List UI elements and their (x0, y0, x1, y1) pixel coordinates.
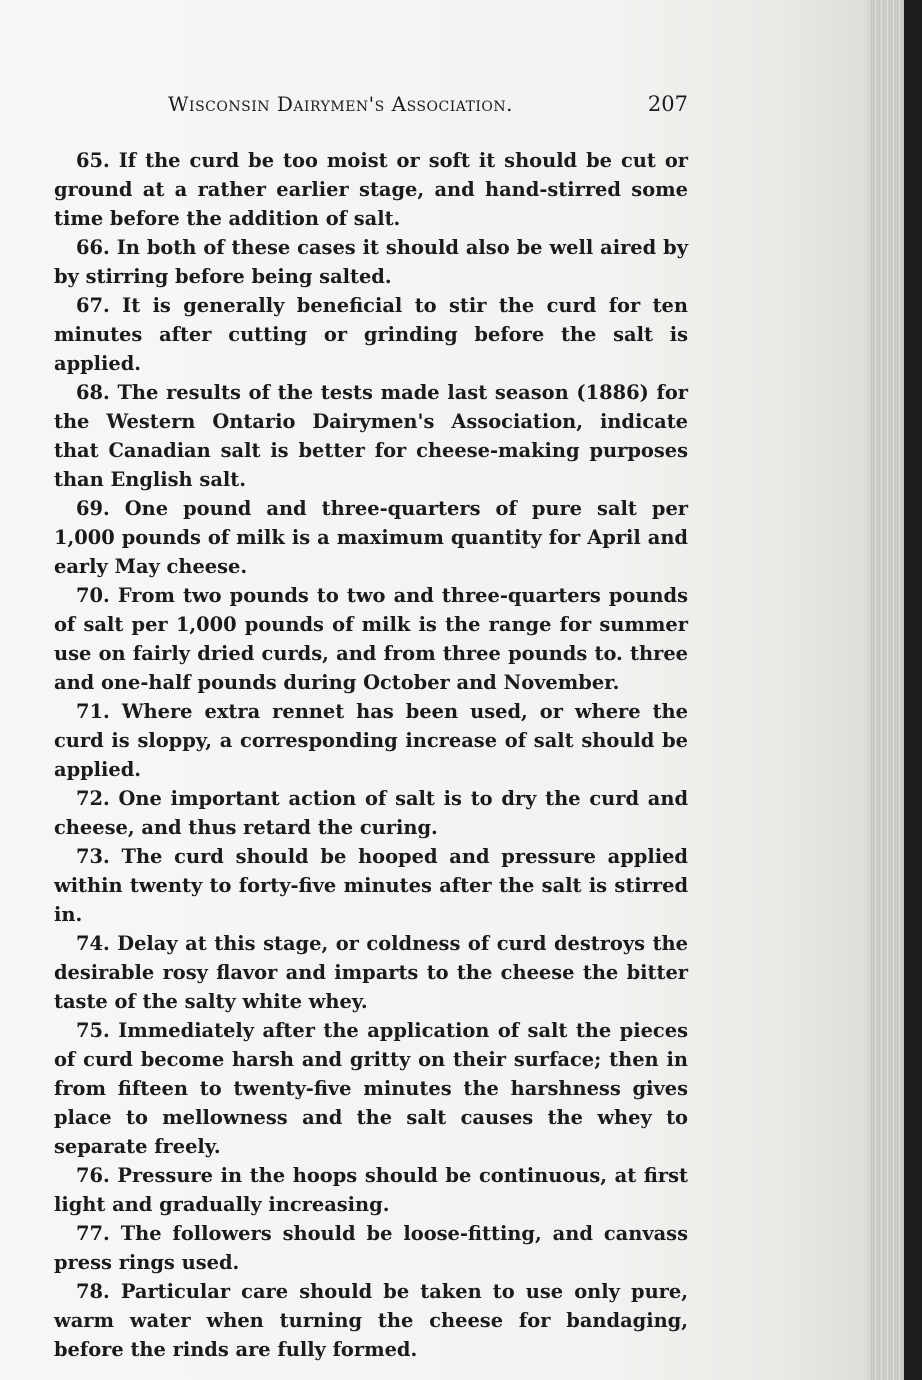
paragraph-72: 72. One important action of salt is to dry the curd and cheese, and thus retard the curing. (54, 787, 688, 839)
paragraph-65: 65. If the curd be too moist or soft it should be cut or ground at a rather earlier stage, and hand-stirred some time before the addition of salt. (54, 149, 688, 230)
body-text (54, 146, 688, 1364)
paragraph-78: 78. Particular care should be taken to use only pure, warm water when turning the cheese for bandaging, before the rinds are fully formed. (54, 1280, 688, 1361)
running-title: Wisconsin Dairymen's Association. (168, 92, 514, 116)
paragraph-77: 77. The followers should be loose-fitting, and canvass press rings used. (54, 1222, 688, 1274)
page-edge-stack (868, 0, 904, 1380)
paragraph-75: 75. Immediately after the application of salt the pieces of curd become harsh and gritty on their surface; then in from fifteen to twenty-five minutes the harshness gives place to mellowness and the salt causes the whey to separate freely. (54, 1019, 688, 1158)
binding-shadow (904, 0, 922, 1380)
paragraph-71: 71. Where extra rennet has been used, or where the curd is sloppy, a corresponding increase of salt should be applied. (54, 700, 688, 781)
paragraph-76: 76. Pressure in the hoops should be continuous, at first light and gradually increasing. (54, 1164, 688, 1216)
paragraph-70: 70. From two pounds to two and three-quarters pounds of salt per 1,000 pounds of milk is the range for summer use on fairly dried curds, and from three pounds to. three and one-half pounds during October and November. (54, 584, 688, 694)
page-number: 207 (647, 92, 688, 116)
paragraph-73: 73. The curd should be hooped and pressure applied within twenty to forty-five minutes after the salt is stirred in. (54, 845, 688, 926)
paragraph-67: 67. It is generally beneficial to stir the curd for ten minutes after cutting or grinding before the salt is applied. (54, 294, 688, 375)
paragraph-69: 69. One pound and three-quarters of pure salt per 1,000 pounds of milk is a maximum quantity for April and early May cheese. (54, 497, 688, 578)
paragraph-68: 68. The results of the tests made last season (1886) for the Western Ontario Dairymen's Association, indicate that Canadian salt is better for cheese-making purposes than English salt. (54, 381, 688, 491)
paragraph-66: 66. In both of these cases it should also be well aired by by stirring before being salted. (54, 236, 688, 288)
page-header (168, 92, 688, 128)
paragraph-74: 74. Delay at this stage, or coldness of curd destroys the desirable rosy flavor and imparts to the cheese the bitter taste of the salty white whey. (54, 932, 688, 1013)
